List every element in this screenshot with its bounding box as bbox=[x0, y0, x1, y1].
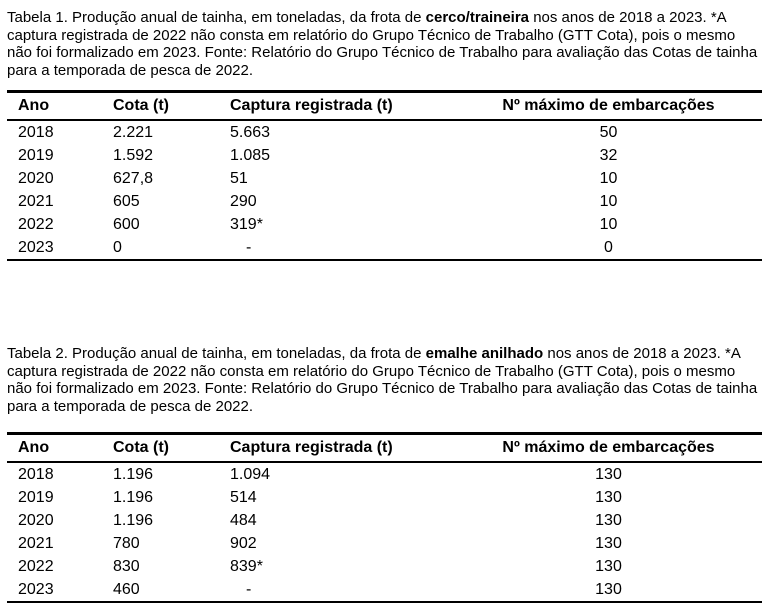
cell-max-vessels: 130 bbox=[595, 534, 622, 552]
column-header-max-embarcacoes: Nº máximo de embarcações bbox=[502, 439, 715, 456]
cell-max-vessels: 130 bbox=[595, 511, 622, 529]
column-header-ano: Ano bbox=[18, 439, 50, 456]
cell-year: 2019 bbox=[18, 488, 54, 506]
table2-caption-bold-term: emalhe anilhado bbox=[425, 345, 544, 362]
cell-quota: 1.196 bbox=[113, 465, 154, 483]
column-header-ano: Ano bbox=[18, 97, 50, 114]
cell-quota: 1.592 bbox=[113, 146, 154, 164]
cell-year: 2023 bbox=[18, 238, 54, 256]
table1-caption bbox=[7, 9, 759, 79]
column-header-cota: Cota (t) bbox=[113, 97, 169, 114]
table-header-row bbox=[7, 434, 762, 463]
cell-max-vessels: 10 bbox=[599, 192, 618, 210]
cell-quota: 1.196 bbox=[113, 511, 154, 529]
cell-capture: 1.094 bbox=[230, 465, 271, 483]
cell-quota: 605 bbox=[113, 192, 140, 210]
table-row bbox=[7, 555, 762, 578]
table-header-row bbox=[7, 92, 762, 121]
table-row bbox=[7, 236, 762, 260]
cell-quota: 0 bbox=[113, 238, 122, 256]
table2-caption-post: nos anos de 2018 a 2023. *A captura registrada de 2022 não consta em relatório do Grupo Técnico de Trabalho (GTT Cota), pois o mesmo não foi formalizado em 2023. Fonte: Relatório do Grupo Técnico de Trabalho para avaliação das Cotas de tainha para a temporada de pesca de 2022. bbox=[7, 345, 758, 415]
table2-header bbox=[7, 434, 762, 463]
cell-max-vessels: 130 bbox=[595, 488, 622, 506]
cell-max-vessels: 50 bbox=[599, 123, 618, 141]
cell-capture: 51 bbox=[230, 169, 248, 187]
cell-year: 2021 bbox=[18, 192, 54, 210]
cell-capture: 839* bbox=[230, 557, 263, 575]
table1-cerco-traineira bbox=[7, 90, 762, 261]
cell-capture: 319* bbox=[230, 215, 263, 233]
table-row bbox=[7, 486, 762, 509]
table-row bbox=[7, 509, 762, 532]
cell-capture: 5.663 bbox=[230, 123, 271, 141]
table-row bbox=[7, 144, 762, 167]
cell-max-vessels: 130 bbox=[595, 465, 622, 483]
cell-capture: 290 bbox=[230, 192, 257, 210]
cell-quota: 460 bbox=[113, 580, 140, 598]
column-header-captura: Captura registrada (t) bbox=[230, 439, 393, 456]
table2-caption bbox=[7, 345, 759, 415]
column-header-cota: Cota (t) bbox=[113, 439, 169, 456]
table1-header bbox=[7, 92, 762, 121]
cell-max-vessels: 130 bbox=[595, 557, 622, 575]
cell-year: 2022 bbox=[18, 557, 54, 575]
cell-max-vessels: 32 bbox=[599, 146, 618, 164]
table-row bbox=[7, 120, 762, 144]
cell-max-vessels: 0 bbox=[604, 238, 613, 256]
column-header-max-embarcacoes: Nº máximo de embarcações bbox=[502, 97, 715, 114]
cell-quota: 780 bbox=[113, 534, 140, 552]
table2-caption-pre: Tabela 2. Produção anual de tainha, em toneladas, da frota de bbox=[7, 345, 426, 362]
cell-quota: 830 bbox=[113, 557, 140, 575]
table-row bbox=[7, 462, 762, 486]
cell-year: 2018 bbox=[18, 465, 54, 483]
cell-year: 2021 bbox=[18, 534, 54, 552]
cell-quota: 2.221 bbox=[113, 123, 154, 141]
cell-year: 2020 bbox=[18, 169, 54, 187]
cell-max-vessels: 130 bbox=[595, 580, 622, 598]
cell-year: 2023 bbox=[18, 580, 54, 598]
cell-capture: - bbox=[246, 580, 252, 598]
table-row bbox=[7, 213, 762, 236]
cell-quota: 627,8 bbox=[113, 169, 154, 187]
table-row bbox=[7, 578, 762, 602]
cell-capture: - bbox=[246, 238, 252, 256]
table2-body bbox=[7, 462, 762, 602]
table1-caption-pre: Tabela 1. Produção anual de tainha, em toneladas, da frota de bbox=[7, 9, 426, 26]
cell-year: 2020 bbox=[18, 511, 54, 529]
table1-caption-bold-term: cerco/traineira bbox=[425, 9, 530, 26]
cell-quota: 1.196 bbox=[113, 488, 154, 506]
cell-max-vessels: 10 bbox=[599, 169, 618, 187]
cell-quota: 600 bbox=[113, 215, 140, 233]
table1-caption-post: nos anos de 2018 a 2023. *A captura registrada de 2022 não consta em relatório do Grupo Técnico de Trabalho (GTT Cota), pois o mesmo não foi formalizado em 2023. Fonte: Relatório do Grupo Técnico de Trabalho para avaliação das Cotas de tainha para a temporada de pesca de 2022. bbox=[7, 9, 758, 79]
cell-capture: 514 bbox=[230, 488, 257, 506]
cell-max-vessels: 10 bbox=[599, 215, 618, 233]
cell-capture: 902 bbox=[230, 534, 257, 552]
table-row bbox=[7, 532, 762, 555]
cell-capture: 1.085 bbox=[230, 146, 271, 164]
cell-capture: 484 bbox=[230, 511, 257, 529]
table-row bbox=[7, 167, 762, 190]
cell-year: 2018 bbox=[18, 123, 54, 141]
column-header-captura: Captura registrada (t) bbox=[230, 97, 393, 114]
table2-emalhe-anilhado bbox=[7, 432, 762, 603]
cell-year: 2022 bbox=[18, 215, 54, 233]
table-row bbox=[7, 190, 762, 213]
cell-year: 2019 bbox=[18, 146, 54, 164]
table1-body bbox=[7, 120, 762, 260]
